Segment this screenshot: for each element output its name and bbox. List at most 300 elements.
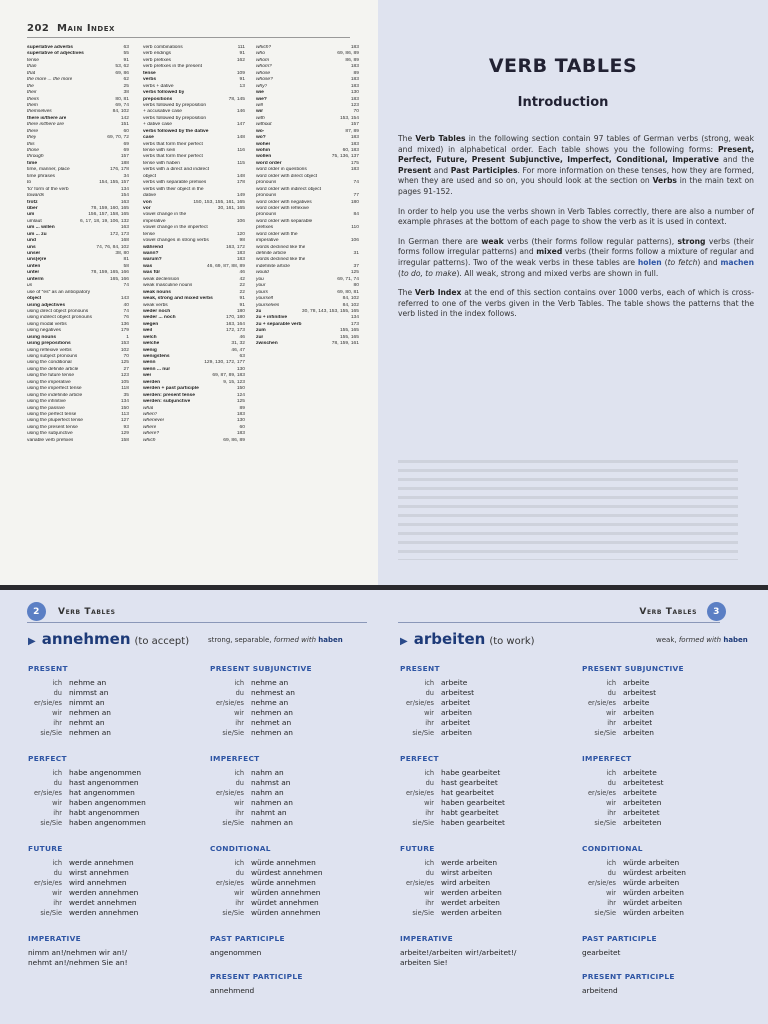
index-term: wie? [256, 96, 267, 102]
conjugation-row [210, 768, 380, 778]
tense-block-perfect [400, 754, 570, 829]
verb-form: würdest annehmen [251, 868, 323, 878]
conjugation-row [582, 908, 752, 918]
verb-infinitive: arbeiten [413, 630, 486, 648]
conjugation-row [400, 678, 570, 688]
verb-form: werden arbeiten [441, 888, 502, 898]
verb-form: hat angenommen [69, 788, 135, 798]
index-page-refs: 183 [236, 411, 245, 417]
pronoun: ich [424, 769, 434, 777]
pronoun: er/sie/es [215, 789, 244, 798]
verb-form: habt angenommen [69, 808, 140, 818]
conjugation-row [582, 728, 752, 738]
index-term: there [27, 128, 39, 134]
index-term: would [256, 270, 269, 276]
index-term: um ... zu [27, 231, 47, 237]
index-page-refs: 86, 89 [345, 57, 359, 63]
conjugation-row [400, 808, 570, 818]
index-page-refs: 163, 172 [225, 244, 245, 250]
index-term: + dative case [143, 122, 172, 128]
index-term: verbs followed by [143, 90, 185, 96]
pronoun: wir [606, 799, 616, 808]
index-term: um ... willen [27, 225, 55, 231]
tense-heading: IMPERFECT [582, 754, 632, 763]
pronoun: ich [424, 859, 434, 867]
index-term: weak, strong and mixed verbs [143, 296, 213, 302]
tense-heading: PRESENT PARTICIPLE [582, 972, 675, 981]
index-page-refs: 183 [236, 251, 245, 256]
verb-form: arbeitete [623, 768, 657, 777]
index-term: was für [143, 270, 161, 276]
pronoun: ich [234, 859, 244, 867]
pronoun: sie/Sie [412, 819, 434, 828]
index-page-refs: 146 [236, 109, 245, 115]
index-term: weak masculine nouns [143, 283, 193, 289]
conjugation-row [210, 678, 380, 688]
index-term: zu + infinitive [256, 315, 288, 321]
index-page-refs: 109 [236, 70, 245, 76]
verb-heading [400, 630, 535, 648]
index-term: object [143, 173, 157, 179]
verb-page-header-right [639, 602, 726, 621]
triangle-arrow-icon: ▶ [28, 636, 36, 647]
verb-form: werden annehmen [69, 888, 139, 898]
index-term: pronouns [256, 193, 277, 199]
index-page-refs: 127 [120, 418, 129, 424]
conjugation-row [210, 808, 380, 818]
pronoun: er/sie/es [405, 789, 434, 798]
index-term: using adjectives [27, 302, 66, 308]
conjugation-list [582, 678, 752, 739]
index-term: your [256, 283, 266, 289]
index-term: verbs that form their perfect [143, 154, 203, 160]
index-page-refs: 74 [123, 283, 129, 289]
header-rule [398, 622, 720, 623]
pronoun: du [235, 779, 244, 788]
verb-form: würde annehmen [251, 858, 316, 867]
verb-form: nahmen an [251, 818, 293, 828]
pronoun: wir [424, 799, 434, 808]
index-page-refs: 91 [239, 77, 245, 83]
pronoun: wir [234, 799, 244, 808]
index-page-refs: 158 [120, 437, 129, 443]
pronoun: ihr [425, 899, 434, 908]
index-term: wohin [256, 148, 271, 153]
verb-gloss: (to work) [489, 636, 535, 647]
index-term: wir [256, 109, 264, 115]
conjugation-row [28, 908, 198, 918]
conjugation-row [28, 878, 198, 888]
index-term: word order with negatives [256, 199, 312, 205]
verb-form: würde arbeiten [623, 858, 680, 867]
tense-block-imperative [400, 934, 570, 968]
verb-form: nehmest an [251, 688, 295, 698]
index-page-refs: 63 [123, 45, 129, 50]
verb-form: würde arbeiten [623, 878, 680, 888]
index-page-refs: 6, 17, 18, 19, 106, 132 [80, 218, 129, 224]
index-page-refs: 69, 74 [115, 102, 129, 108]
conjugation-list [28, 768, 198, 829]
verb-form: haben gearbeitet [441, 798, 505, 808]
tense-heading: PRESENT PARTICIPLE [210, 972, 303, 981]
pronoun: wir [52, 709, 62, 718]
tense-block-conditional [210, 844, 380, 919]
tense-heading: PRESENT [28, 664, 68, 673]
index-page-refs: 80, 81 [115, 96, 129, 102]
index-term: time phrases [27, 173, 55, 179]
conjugation-row [210, 798, 380, 808]
pronoun: du [235, 869, 244, 878]
index-page-refs: 115 [237, 160, 245, 166]
tense-block-present-subj [210, 664, 380, 739]
index-page-refs: 130 [236, 366, 245, 372]
tense-heading: PRESENT [400, 664, 440, 673]
imperative-forms [28, 948, 198, 968]
conjugation-row [28, 868, 198, 878]
conjugation-row [582, 878, 752, 888]
index-page-refs: 134 [120, 186, 129, 192]
index-page-refs: 155, 165 [339, 334, 359, 340]
conjugation-list [400, 768, 570, 829]
index-page-refs: 9, 15, 123 [223, 379, 245, 385]
index-term: unser [27, 251, 41, 256]
index-term: use of "es" as an anticipatory [27, 289, 91, 295]
conjugation-row [210, 688, 380, 698]
conjugation-row [582, 858, 752, 868]
verb-form: arbeitet [623, 718, 653, 728]
conjugation-row [400, 818, 570, 828]
pronoun: er/sie/es [587, 789, 616, 798]
conjugation-row [400, 788, 570, 798]
index-page-refs: 106 [350, 238, 359, 244]
verb-form: nahmen an [251, 798, 293, 808]
index-page-refs: 70 [353, 109, 359, 115]
index-term: superlative of adjectives [27, 51, 84, 57]
index-page-refs: 22 [239, 289, 245, 295]
verb-form: werdet annehmen [69, 898, 137, 908]
triangle-arrow-icon: ▶ [400, 636, 408, 647]
conjugation-row [582, 808, 752, 818]
header-rule [27, 622, 367, 623]
conjugation-row [582, 718, 752, 728]
pronoun: er/sie/es [587, 699, 616, 708]
index-page-refs: 150 [236, 386, 245, 392]
index-term: yourselves [256, 302, 280, 308]
index-term: whom? [256, 64, 272, 70]
verb-form: arbeiteten [623, 798, 662, 808]
pronoun: wir [606, 889, 616, 898]
conjugation-row [28, 718, 198, 728]
conjugation-row [582, 788, 752, 798]
index-term: time, manner, place [27, 167, 70, 173]
index-page-refs: 69, 87, 89, 183 [212, 373, 245, 379]
index-term: yourself [256, 296, 274, 302]
verb-form: würdet arbeiten [623, 898, 683, 908]
index-page-refs: 91 [123, 57, 129, 63]
pronoun: du [235, 689, 244, 698]
index-term: welche [143, 341, 160, 347]
conjugation-row [28, 688, 198, 698]
conjugation-row [582, 898, 752, 908]
index-page-refs: 46, 69, 87, 88, 89 [206, 263, 245, 269]
verb-type: strong, separable, formed with haben [208, 636, 343, 644]
tense-block-future [28, 844, 198, 919]
conjugation-list [28, 858, 198, 919]
index-term: verb combinations [143, 45, 183, 50]
index-page-refs: 154, 155, 157 [99, 180, 129, 186]
index-page-refs: 183 [350, 77, 359, 83]
imperative-line: arbeiten Sie! [400, 958, 448, 967]
conjugation-row [28, 778, 198, 788]
index-term: using prepositions [27, 341, 71, 347]
index-page-refs: 69, 71, 74 [337, 276, 359, 282]
pronoun: sie/Sie [594, 819, 616, 828]
pronoun: wir [424, 889, 434, 898]
index-page-refs: 69, 86 [115, 70, 129, 76]
index-term: definite article [256, 251, 287, 256]
index-page-refs: 78, 145 [228, 96, 245, 102]
conjugation-row [28, 808, 198, 818]
pronoun: du [53, 779, 62, 788]
index-page-refs: 151 [120, 122, 129, 128]
index-page-refs: 74, 76, 84, 102 [96, 244, 129, 250]
index-entry [27, 438, 129, 444]
index-term: their [27, 90, 37, 96]
index-page-refs: 27 [123, 366, 129, 372]
index-header-rule [27, 37, 350, 38]
index-page [0, 0, 378, 585]
verb-form: haben angenommen [69, 818, 146, 828]
index-column-3 [256, 45, 359, 348]
pronoun: sie/Sie [594, 729, 616, 738]
index-term: verbs + dative [143, 83, 174, 89]
index-page-refs: 84, 102 [342, 296, 359, 302]
index-term: they [27, 135, 37, 141]
pronoun: er/sie/es [33, 699, 62, 708]
index-term: using modal verbs [27, 321, 67, 327]
index-term: wann? [143, 251, 159, 256]
tense-block-conditional [582, 844, 752, 919]
index-term: word order with direct object [256, 173, 318, 179]
index-page-refs: 30, 78, 143, 153, 155, 165 [301, 308, 359, 314]
index-page-refs: 84 [353, 212, 359, 218]
pronoun: ihr [235, 719, 244, 728]
index-term: werden [143, 379, 161, 385]
pronoun: du [607, 689, 616, 698]
index-term: woher [256, 141, 271, 147]
show-through-text [398, 460, 738, 560]
index-term: using the indefinite article [27, 392, 83, 398]
verb-form: arbeitet [441, 698, 471, 708]
tense-heading: PERFECT [400, 754, 439, 763]
index-page-refs: 178 [236, 180, 245, 186]
conjugation-row [582, 818, 752, 828]
index-term: whenever [143, 418, 165, 424]
pronoun: sie/Sie [40, 729, 62, 738]
index-term: verbs with a direct and indirect [143, 167, 210, 173]
index-term: weil [143, 328, 153, 334]
index-page-refs: 129, 130, 172, 177 [204, 360, 245, 366]
conjugation-row [400, 718, 570, 728]
index-page-refs: 123 [350, 102, 359, 108]
index-page-refs: 155, 165 [339, 328, 359, 334]
index-page-refs: 31 [353, 251, 359, 256]
index-term: object [27, 296, 42, 302]
index-page-refs: 34 [123, 173, 129, 179]
verb-type: weak, formed with haben [656, 636, 748, 644]
past-participle: angenommen [210, 948, 262, 957]
index-term: uns [27, 244, 36, 250]
index-page-refs: 172, 173 [225, 328, 245, 334]
index-page-refs: 46 [239, 334, 245, 340]
verb-form: nehmet an [251, 718, 292, 728]
conjugation-list [582, 768, 752, 829]
index-term: verbs followed by preposition [143, 115, 207, 121]
index-page-refs: 180 [236, 308, 245, 314]
index-term: wo- [256, 128, 265, 134]
index-title: Main Index [57, 23, 115, 34]
index-term: verbs with their object in the [143, 186, 204, 192]
index-term: wer [143, 373, 152, 379]
index-term: tense with haben [143, 160, 180, 166]
verb-form: arbeite [623, 678, 650, 687]
imperative-line: nehmt an!/nehmen Sie an! [28, 958, 128, 967]
index-term: zwischen [256, 341, 278, 347]
pronoun: du [425, 689, 434, 698]
index-page-refs: 179 [120, 328, 129, 334]
introduction-page [378, 0, 768, 585]
conjugation-row [28, 768, 198, 778]
index-term: when? [143, 411, 158, 417]
index-term: time [27, 160, 38, 166]
conjugation-row [28, 728, 198, 738]
pronoun: sie/Sie [412, 729, 434, 738]
pronoun: sie/Sie [222, 909, 244, 918]
index-page-refs: 22 [239, 283, 245, 289]
pronoun: wir [234, 709, 244, 718]
index-term: superlative adverbs [27, 45, 73, 50]
index-page-refs: 116 [237, 148, 245, 153]
verb-form: nehmen an [69, 728, 111, 738]
imperative-line: nimm an!/nehmen wir an!/ [28, 948, 127, 957]
index-term: the [27, 83, 34, 89]
index-term: using the imperative [27, 379, 71, 385]
conjugation-row [400, 778, 570, 788]
index-page-refs: 130 [350, 90, 359, 96]
index-page-refs: 75, 136, 137 [331, 154, 359, 160]
index-page-refs: 154 [120, 193, 129, 199]
tense-heading: PAST PARTICIPLE [210, 934, 285, 943]
tense-heading: PRESENT SUBJUNCTIVE [210, 664, 312, 673]
index-page-refs: 129 [120, 431, 129, 437]
index-page-refs: 69, 86, 89 [337, 51, 359, 57]
verb-form: arbeitest [623, 688, 657, 698]
verb-form: arbeiten [441, 708, 472, 718]
index-term: where? [143, 431, 160, 437]
index-term: will [256, 102, 263, 108]
index-term: werden: subjunctive [143, 399, 191, 405]
verb-form: habe angenommen [69, 768, 142, 777]
pronoun: ich [52, 769, 62, 777]
index-page-refs: 35 [123, 392, 129, 398]
conjugation-list [400, 678, 570, 739]
verb-form: arbeitete [623, 788, 657, 798]
pronoun: wir [606, 709, 616, 718]
introduction-body [398, 134, 754, 329]
index-page-refs: 183 [350, 83, 359, 89]
index-page-refs: 176, 178 [109, 167, 129, 173]
index-term: whose [256, 70, 271, 76]
verb-form: würde annehmen [251, 878, 316, 888]
verb-form: habe gearbeitet [441, 768, 501, 777]
index-term: where [143, 424, 157, 430]
index-page-refs: 183 [350, 64, 359, 70]
index-term: the more ... the more [27, 77, 73, 83]
index-page-refs: 40 [123, 302, 129, 308]
verb-form: nehme an [251, 678, 289, 687]
index-entry [256, 341, 359, 347]
conjugation-row [210, 788, 380, 798]
index-page-refs: 78, 159, 160, 165 [90, 205, 129, 211]
index-page-refs: 157 [120, 154, 129, 160]
verb-form: nehme an [69, 678, 107, 687]
index-term: verb prefixes [143, 57, 171, 63]
index-term: vowel changes in strong verbs [143, 238, 209, 244]
introduction-heading: Introduction [517, 95, 609, 110]
index-term: there is/there are [27, 115, 67, 121]
index-term: using reflexive verbs [27, 347, 72, 353]
pronoun: er/sie/es [33, 879, 62, 888]
index-term: zu [256, 308, 262, 314]
verb-form: wirst annehmen [69, 868, 129, 878]
index-page-refs: 156, 157, 158, 165 [88, 212, 129, 218]
index-page-refs: 150 [120, 405, 129, 411]
index-page-refs: 84, 102 [112, 109, 129, 115]
pronoun: ihr [425, 719, 434, 728]
verb-form: werden annehmen [69, 908, 139, 918]
intro-paragraph-2: In order to help you use the verbs shown in Verb Tables correctly, there are also a number of example phrases at the bottom of each page to show the verb as it is used in context. [398, 206, 754, 227]
index-term: variable verb prefixes [27, 437, 74, 443]
index-page-refs: 150, 153, 155, 161, 165 [193, 199, 245, 205]
index-term: während [143, 244, 164, 250]
conjugation-row [28, 898, 198, 908]
verb-form: arbeitetest [623, 778, 664, 788]
conjugation-row [582, 698, 752, 708]
index-page-refs: 183 [236, 431, 245, 437]
index-page-refs: 125 [236, 399, 245, 405]
index-term: without [256, 122, 272, 128]
index-term: werden: present tense [143, 392, 195, 398]
index-page-refs: 123 [120, 373, 129, 379]
index-page-refs: 42 [239, 276, 245, 282]
index-term: zu + separable verb [256, 321, 302, 327]
index-page-refs: 149 [236, 193, 245, 199]
conjugation-row [582, 778, 752, 788]
conjugation-row [582, 888, 752, 898]
verb-form: nehmen an [69, 708, 111, 718]
index-term: wo? [256, 135, 266, 141]
index-term: vowel change in the imperfect [143, 225, 208, 231]
conjugation-row [582, 868, 752, 878]
index-term: you [256, 276, 264, 282]
index-page-refs: 163, 164 [225, 321, 245, 327]
index-term: using the subjunctive [27, 431, 73, 437]
index-term: weak verbs [143, 302, 168, 308]
index-term: wenig [143, 347, 157, 353]
pronoun: ich [234, 769, 244, 777]
index-term: weder ... noch [143, 315, 176, 321]
conjugation-row [210, 858, 380, 868]
